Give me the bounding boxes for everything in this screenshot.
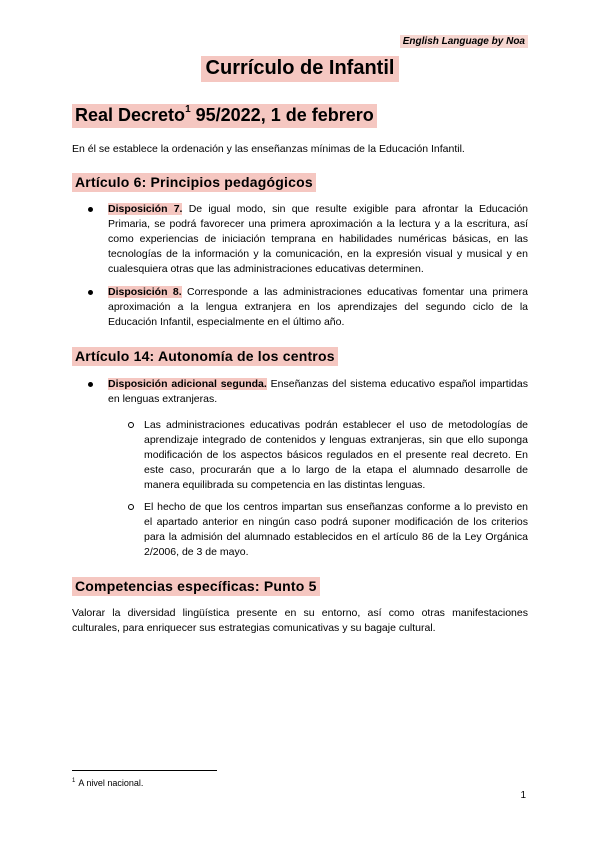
article6-item-8 [88,285,528,330]
item-body: Corresponde a las administraciones educativas fomentar una primera aproximación a la lengua extranjera en los aprendizajes del segundo ciclo de la Educación Infantil, especialmente en el último año. [108,286,528,328]
item-label: Disposición 8. [108,286,182,298]
bullet-icon [88,382,93,387]
list-item-text [108,285,528,330]
article14-item [88,377,528,407]
decree-footnote-mark: 1 [185,104,191,115]
article14-heading: Artículo 14: Autonomía de los centros [72,347,338,366]
competencias-text: Valorar la diversidad lingüística presente en su entorno, así como otras manifestaciones culturales, para enriquecer sus estrategias comunicativas y su bagaje cultural. [72,607,528,634]
subitem-text: El hecho de que los centros impartan sus enseñanzas conforme a lo previsto en el apartado anterior en ningún caso podrá suponer modificación de los criterios para la admisión del alumnado establecidos en el artículo 86 de la Ley Orgánica 2/2006, de 3 de mayo. [144,501,528,558]
item-body: De igual modo, sin que resulte exigible para afrontar la Educación Primaria, se podrá favorecer una primera aproximación a la lectura y a la escritura, así como experiencias de iniciación temprana en habilidades numéricas básicas, en las tecnologías de la información y la comunicación, en la expresión visual y musical y en cualesquiera otras que las administraciones educativas determinen. [108,203,528,275]
decree-heading-pre: Real Decreto [75,105,186,125]
article6-heading: Artículo 6: Principios pedagógicos [72,173,316,192]
hollow-bullet-icon [128,422,134,428]
footnote-text: A nivel nacional. [78,778,144,788]
footnote-divider [72,770,217,771]
bullet-icon [88,207,93,212]
item-label: Disposición 7. [108,203,183,215]
page-number: 1 [520,790,526,801]
list-item-text [108,377,528,407]
article14-subitem-2 [128,500,528,560]
subitem-text: Las administraciones educativas podrán establecer el uso de metodologías de aprendizaje integrado de contenidos y lenguas extranjeras, sin que ello suponga modificación de los aspectos básicos regulados en el presente real decreto. En este caso, procurarán que a lo largo de la etapa el alumnado desarrolle de manera equilibrada su competencia en las distintas lenguas. [144,419,528,491]
item-body: Enseñanzas del sistema educativo español impartidas en lenguas extranjeras. [108,378,528,405]
hollow-bullet-icon [128,504,134,510]
footnote [72,778,143,788]
article14-subitem-1 [128,418,528,493]
decree-heading-post: 95/2022, 1 de febrero [190,105,374,125]
footnote-mark: 1 [72,778,76,784]
decree-intro: En él se establece la ordenación y las enseñanzas mínimas de la Educación Infantil. [72,143,465,155]
competencias-heading: Competencias específicas: Punto 5 [72,577,320,596]
header-author-note: English Language by Noa [400,35,528,48]
document-title: Currículo de Infantil [201,56,400,82]
list-item-text [108,202,528,277]
decree-heading [72,104,377,128]
title-container [0,56,600,82]
item-label: Disposición adicional segunda. [108,378,267,390]
article6-item-7 [88,202,528,277]
bullet-icon [88,290,93,295]
